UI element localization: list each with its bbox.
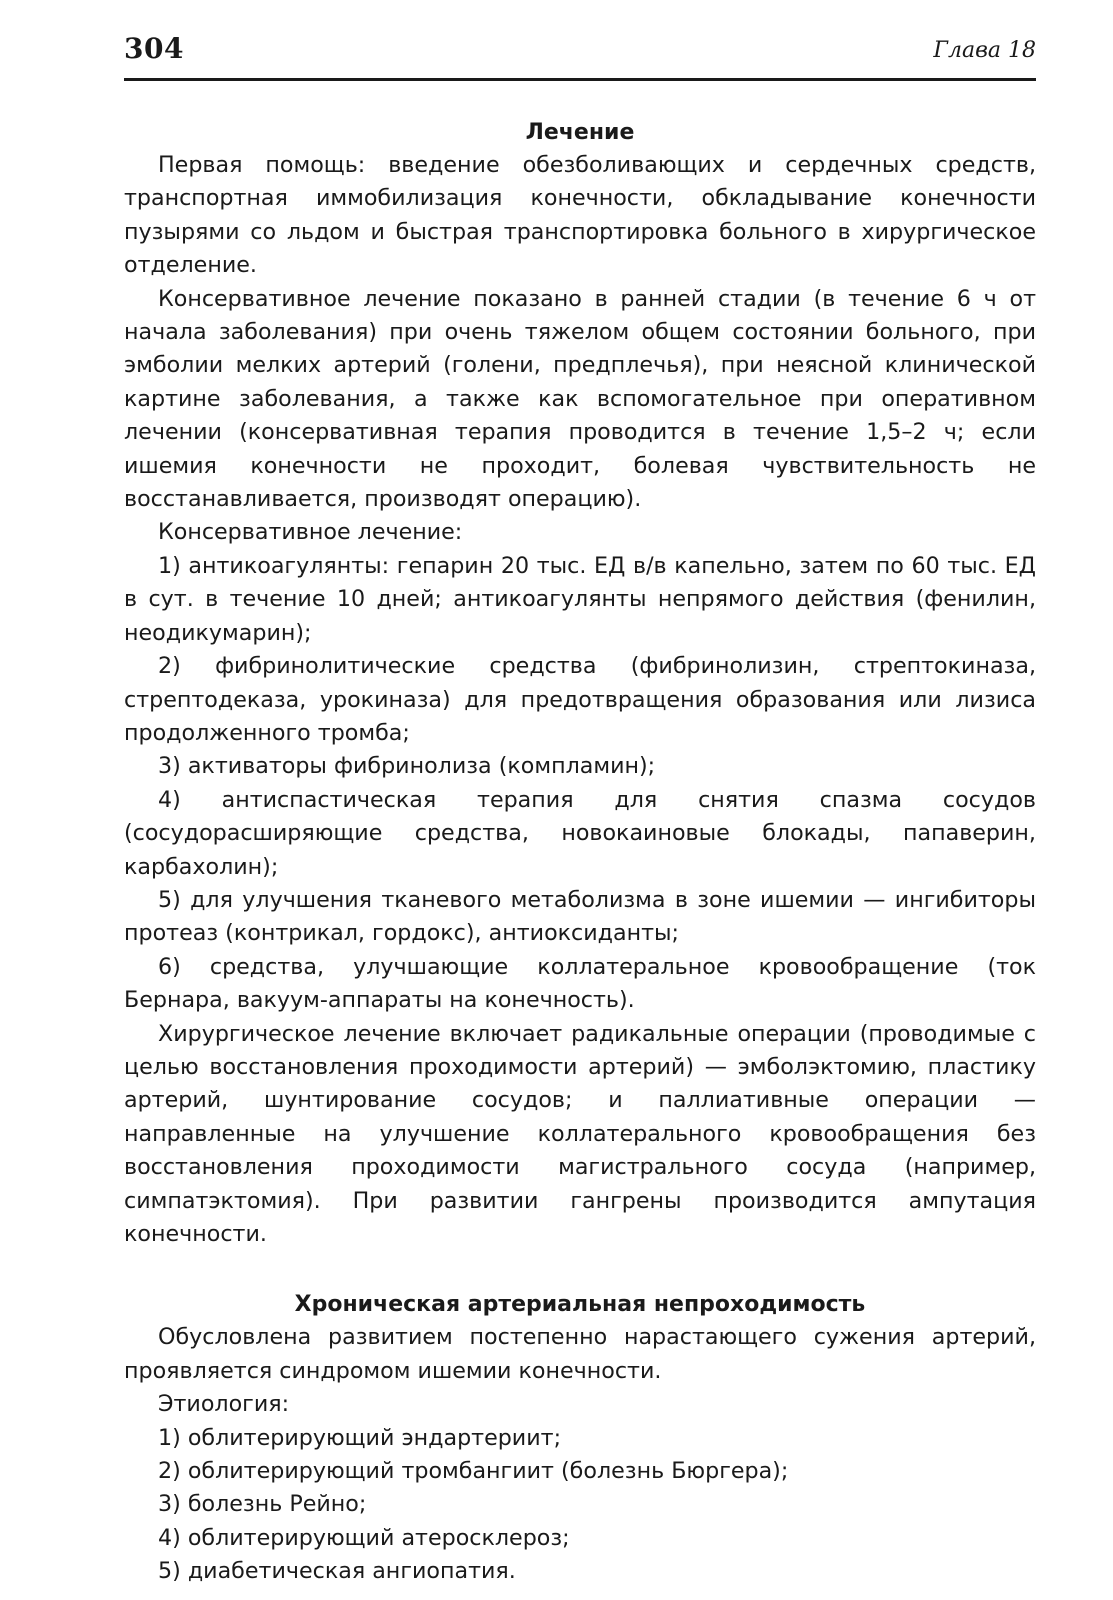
list-item: 4) облитерирующий атеросклероз; xyxy=(158,1524,570,1551)
paragraph-conservative-indications: Консервативное лечение показано в ранней стадии (в течение 6 ч от начала заболевания) при очень тяжелом общем состоянии больного, при эмболии мелких артерий (голени, предплечья), при неясной клинической картине заболевания, а также как вспомогательное при оперативном лечении (консервативная терапия проводится в течение 1,5–2 ч; если ишемия конечности не проходит, болевая чувствительность не восстанавливается, производят операцию). xyxy=(124,285,1036,513)
list-item: 2) фибринолитические средства (фибринолизин, стрептокиназа, стрептодеказа, урокиназа) для предотвращения образования или лизиса продолженного тромба; xyxy=(124,653,1036,746)
paragraph-surgical-treatment: Хирургическое лечение включает радикальные операции (проводимые с целью восстановления проходимости артерий) — эмболэктомию, пластику артерий, шунтирование сосудов; и паллиативные операции — направленные на улучшение коллатерального кровообращения без восстановления проходимости магистрального сосуда (например, симпатэктомия). При развитии гангрены производится ампутация конечности. xyxy=(124,1020,1036,1247)
running-header xyxy=(124,28,1036,81)
list-item: 1) антикоагулянты: гепарин 20 тыс. ЕД в/в капельно, затем по 60 тыс. ЕД в сут. в течение 10 дней; антикоагулянты непрямого действия (фенилин, неодикумарин); xyxy=(124,552,1036,646)
list-item: 1) облитерирующий эндартериит; xyxy=(158,1424,562,1451)
list-item: 5) для улучшения тканевого метаболизма в зоне ишемии — ингибиторы протеаз (контрикал, гордокс), антиоксиданты; xyxy=(124,886,1036,947)
list-item: 5) диабетическая ангиопатия. xyxy=(158,1558,516,1585)
page-number: 304 xyxy=(124,32,184,65)
page-body xyxy=(124,116,1036,1589)
paragraph-definition: Обусловлена развитием постепенно нарастающего сужения артерий, проявляется синдромом ишемии конечности. xyxy=(124,1324,1036,1384)
paragraph-first-aid: Первая помощь: введение обезболивающих и сердечных средств, транспортная иммобилизация конечности, обкладывание конечности пузырями со льдом и быстрая транспортировка больного в хирургическое отделение. xyxy=(124,152,1036,279)
list-item: 6) средства, улучшающие коллатеральное кровообращение (ток Бернара, вакуум-аппараты на конечность). xyxy=(124,953,1036,1014)
list-item: 2) облитерирующий тромбангиит (болезнь Бюргера); xyxy=(158,1458,789,1485)
paragraph-conservative-intro: Консервативное лечение: xyxy=(158,519,463,546)
paragraph-etiology-intro: Этиология: xyxy=(158,1391,290,1418)
list-item: 3) болезнь Рейно; xyxy=(158,1491,367,1518)
section-heading-chronic-occlusion: Хроническая артериальная непроходимость xyxy=(294,1292,866,1318)
list-item: 4) антиспастическая терапия для снятия спазма сосудов (сосудорасширяющие средства, новокаиновые блокады, папаверин, карбахолин); xyxy=(124,786,1036,880)
list-item: 3) активаторы фибринолиза (компламин); xyxy=(158,753,656,780)
chapter-title: Глава 18 xyxy=(933,38,1036,63)
section-heading-treatment: Лечение xyxy=(525,120,635,145)
